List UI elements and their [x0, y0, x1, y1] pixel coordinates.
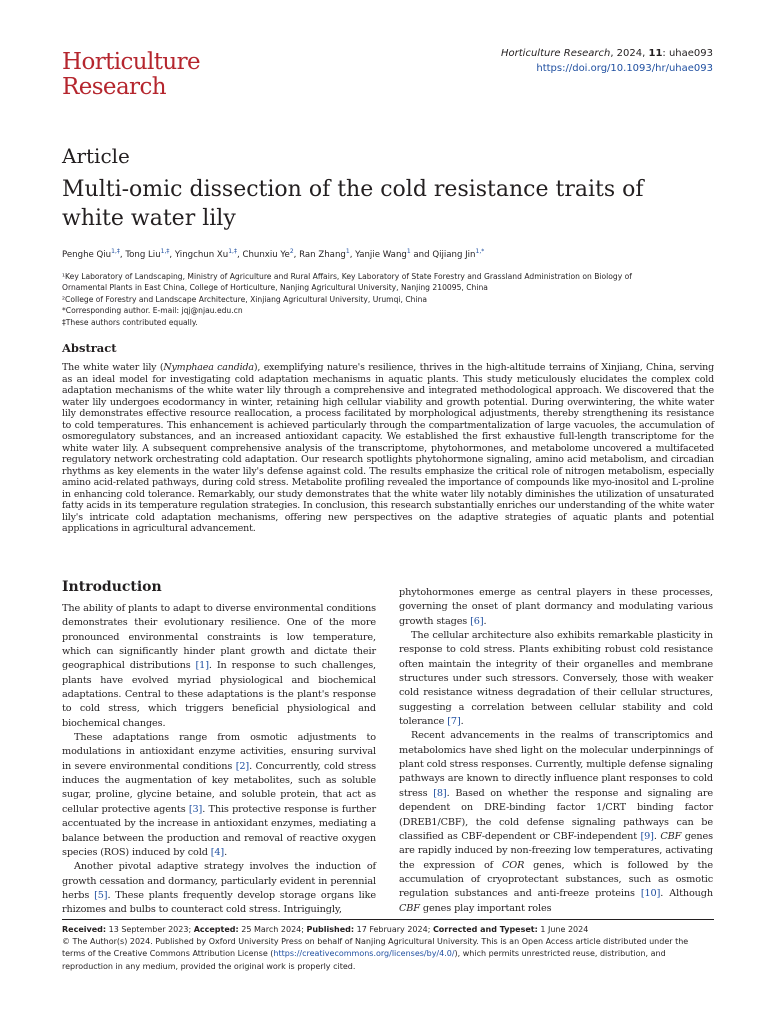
abstract-part-2: ), exemplifying nature's resilience, thrives in the high-altitude terrains of Xinjiang, China, serving as an ideal model for investigating cold adaptation mechanisms in aquatic plants. This study meticulously elucidates the complex cold adaptation mechanisms of the white water lily through a comprehensive and integrated methodological approach. We discovered that the water lily undergoes ecodormancy in winter, retaining high cellular viability and growth potential. During overwintering, the white water lily demonstrates effective resource reallocation, a process facilitated by morphological adjustments, thereby strengthening its resistance to cold temperatures. This enhancement is achieved particularly through the compartmentalization of large vacuoles, the accumulation of osmoregulatory substances, and an increased antioxidant capacity. We established the first exhaustive full-length transcriptome for the white water lily. A subsequent comprehensive analysis of the transcriptome, phytohormones, and metabolome uncovered a multifaceted regulatory network orchestrating cold adaptation. Our research spotlights phytohormone signaling, amino acid metabolism, and circadian rhythms as key elements in the water lily's defense against cold. The results emphasize the critical role of nitrogen metabolism, especially amino acid-related pathways, during cold stress. Metabolite profiling revealed the importance of compounds like myo-inositol and L-proline in enhancing cold tolerance. Remarkably, our study demonstrates that the white water lily notably diminishes the utilization of unsaturated fatty acids in its temperature regulation strategies. In conclusion, this research substantially enriches our understanding of the white water lily's intricate cold adaptation mechanisms, offering new perspectives on the adaptive strategies of aquatic plants and potential applications in agricultural advancement.: [62, 362, 715, 534]
text: The ability of plants to adapt to diverse environmental conditions demonstrates their evolutionary resilience. One of the more pronounced environmental constraints is low temperature, which can significantly hinder plant growth and dictate their geographical distributions: [62, 603, 376, 672]
text: . This protective response is further accentuated by the increase in antioxidant enzymes, mediating a balance between the production and removal of reactive oxygen species (ROS) induced by cold: [62, 803, 376, 858]
text: genes play important roles: [419, 902, 552, 914]
author-name: Yingchun Xu: [174, 250, 229, 260]
gene-name: CBF: [660, 830, 682, 842]
citation-link[interactable]: [6]: [470, 615, 484, 627]
citation-link[interactable]: [5]: [94, 889, 108, 901]
footer-divider: [62, 919, 714, 920]
logo-line-1: Horticulture: [62, 49, 201, 75]
citation-link[interactable]: [10]: [640, 888, 661, 900]
affiliation-1a: ¹Key Laboratory of Landscaping, Ministry of Agriculture and Rural Affairs, Key Laboratory of State Forestry and Grassland Administration on Biology of: [62, 272, 632, 281]
license-link[interactable]: https://creativecommons.org/licenses/by/4.0/: [273, 949, 455, 959]
text: . These plants frequently develop storage organs like rhizomes and bulbs to counteract cold stress. Intriguingly,: [62, 889, 377, 916]
text: . Based on whether the response and signaling are dependent on DRE-binding factor 1/CRT binding factor (DREB1/CBF), the cold defense signaling pathways can be classified as CBF-dependent or CBF-independent: [399, 787, 713, 842]
intro-paragraph-2: [62, 731, 376, 860]
column-left: [62, 578, 376, 918]
text: phytohormones emerge as central players in these processes, governing the onset of plant dormancy and modulating various growth stages: [399, 587, 713, 627]
license-line-3: reproduction in any medium, provided the original work is properly cited.: [62, 961, 356, 971]
affiliations: [62, 271, 712, 328]
author-name: Ran Zhang: [299, 250, 346, 260]
corrected-date: 1 June 2024: [537, 925, 589, 934]
citation-link[interactable]: [9]: [640, 830, 654, 842]
citation-link[interactable]: [1]: [195, 660, 209, 672]
article-footer: [62, 924, 714, 973]
intro-paragraph-3: [62, 860, 376, 917]
author-affiliation-mark[interactable]: 1,‡: [160, 248, 170, 256]
doi-link[interactable]: https://doi.org/10.1093/hr/uhae093: [536, 63, 713, 74]
intro-paragraph-3-cont: [399, 586, 713, 629]
intro-paragraph-1: [62, 602, 376, 731]
species-name: Nymphaea candida: [163, 362, 254, 373]
column-right: [399, 586, 713, 916]
author-affiliation-mark[interactable]: 1: [345, 248, 350, 256]
citation-link[interactable]: [7]: [447, 716, 461, 728]
logo-line-2: Research: [62, 74, 166, 100]
license-line-2: [62, 948, 714, 960]
accepted-date: 25 March 2024;: [238, 925, 307, 934]
text: genes are rapidly induced by non-freezing low temperatures, activating the expression of: [399, 830, 714, 871]
text: .: [483, 615, 487, 627]
author-list: Penghe Qiu$^{1,\ddagger}$, Tong Liu$^{1,\ddagger}$, Yingchun $Xu^{1,\ddagger}$, Chunxiu Ye$^2$, Ran Zhang$^1$, Yanjie Wang$^1$ and Qijiang Jin$^{1,*}$: [62, 248, 485, 260]
published-label: Published:: [306, 925, 355, 934]
intro-paragraph-5: [399, 729, 713, 915]
journal-logo: [62, 50, 200, 100]
title-line-1: Multi-omic dissection of the cold resistance traits of: [62, 177, 644, 202]
author-name: Qijiang Jin: [432, 250, 476, 260]
text: Another pivotal adaptive strategy involves the induction of growth cessation and dormancy, particularly evident in perennial herbs: [62, 861, 376, 901]
corresponding-author: *Corresponding author. E-mail: jqj@njau.edu.cn: [62, 306, 243, 316]
text: ), which permits unrestricted reuse, distribution, and: [454, 949, 666, 959]
license-line-1: © The Author(s) 2024. Published by Oxford University Press on behalf of Nanjing Agricultural University. This is an Open Access article distributed under the: [62, 937, 689, 947]
introduction-heading: Introduction: [62, 579, 162, 595]
text: . Concurrently, cold stress induces the augmentation of key metabolites, such as soluble sugar, proline, glycine betaine, and soluble protein, that act as cellular protective agents: [62, 760, 376, 815]
author-affiliation-mark[interactable]: 1,‡: [228, 248, 237, 256]
affiliation-2: ²College of Forestry and Landscape Architecture, Xinjiang Agricultural University, Urumqi, China: [62, 294, 428, 304]
citation-link[interactable]: [8]: [433, 787, 447, 799]
author-affiliation-mark[interactable]: 2: [289, 248, 294, 256]
equal-contribution-note: ‡These authors contributed equally.: [62, 317, 198, 327]
journal-name: Horticulture Research: [501, 48, 611, 59]
citation-article-id: : uhae093: [662, 48, 713, 59]
author-name: Yanjie Wang: [355, 250, 407, 260]
author-name: Chunxiu Ye: [242, 250, 290, 260]
received-label: Received:: [62, 925, 107, 934]
abstract-part-1: The white water lily (: [62, 362, 164, 373]
citation-link[interactable]: [3]: [188, 803, 203, 815]
title-line-2: white water lily: [62, 206, 236, 231]
text: .: [460, 716, 464, 728]
affiliation-1b: Ornamental Plants in East China, College of Horticulture, Nanjing Agricultural University, Nanjing 210095, China: [62, 283, 488, 293]
received-date: 13 September 2023;: [106, 925, 194, 934]
citation-link[interactable]: [4]: [210, 846, 225, 858]
intro-paragraph-4: [399, 629, 713, 729]
text: Recent advancements in the realms of transcriptomics and metabolomics have shed light on the molecular underpinnings of plant cold stress responses. Currently, multiple defense signaling pathways are known to directly influence plant responses to cold stress: [399, 730, 713, 799]
abstract-heading: Abstract: [62, 341, 117, 355]
citation-volume: 11: [648, 48, 663, 59]
article-title: [62, 175, 712, 233]
text: terms of the Creative Commons Attribution License (: [62, 949, 274, 959]
gene-name: CBF: [399, 902, 420, 914]
gene-name: COR: [502, 859, 525, 871]
text: The cellular architecture also exhibits remarkable plasticity in response to cold stress. Plants exhibiting robust cold resistance often maintain the integrity of their organelles and membrane structures under such stressors. Conversely, those with weaker cold resistance witness degradation of their cellular structures, suggesting a correlation between cellular stability and cold tolerance: [399, 630, 713, 728]
corrected-label: Corrected and Typeset:: [432, 925, 538, 934]
citation-link[interactable]: [2]: [235, 760, 250, 772]
text: genes, which is followed by the accumulation of cryoprotectant substances, such as osmotic regulation substances and anti-freeze proteins: [399, 859, 713, 900]
citation-year: , 2024,: [610, 48, 649, 59]
abstract-text: [62, 362, 714, 535]
text: . Although: [660, 888, 713, 900]
author-affiliation-mark[interactable]: 1,‡: [111, 248, 120, 256]
text: These adaptations range from osmotic adjustments to modulations in antioxidant enzyme activities, ensuring survival in severe environmental conditions: [62, 732, 376, 772]
dates-line: [62, 924, 714, 936]
citation-line: [501, 46, 713, 61]
text: . In response to such challenges, plants have evolved myriad physiological and biochemical adaptations. Central to these adaptations is the plant's response to cold stress, which triggers beneficial physiological and biochemical changes.: [62, 660, 377, 729]
author-affiliation-mark[interactable]: 1: [406, 248, 411, 256]
author-name: Penghe Qiu: [62, 250, 112, 260]
accepted-label: Accepted:: [193, 925, 239, 934]
text: .: [224, 846, 228, 858]
text: .: [653, 830, 661, 842]
author-name: Tong Liu: [125, 250, 161, 260]
author-affiliation-mark[interactable]: 1,*: [475, 248, 485, 256]
published-date: 17 February 2024;: [354, 925, 433, 934]
article-type-label: Article: [62, 144, 130, 168]
journal-reference: [501, 46, 713, 76]
